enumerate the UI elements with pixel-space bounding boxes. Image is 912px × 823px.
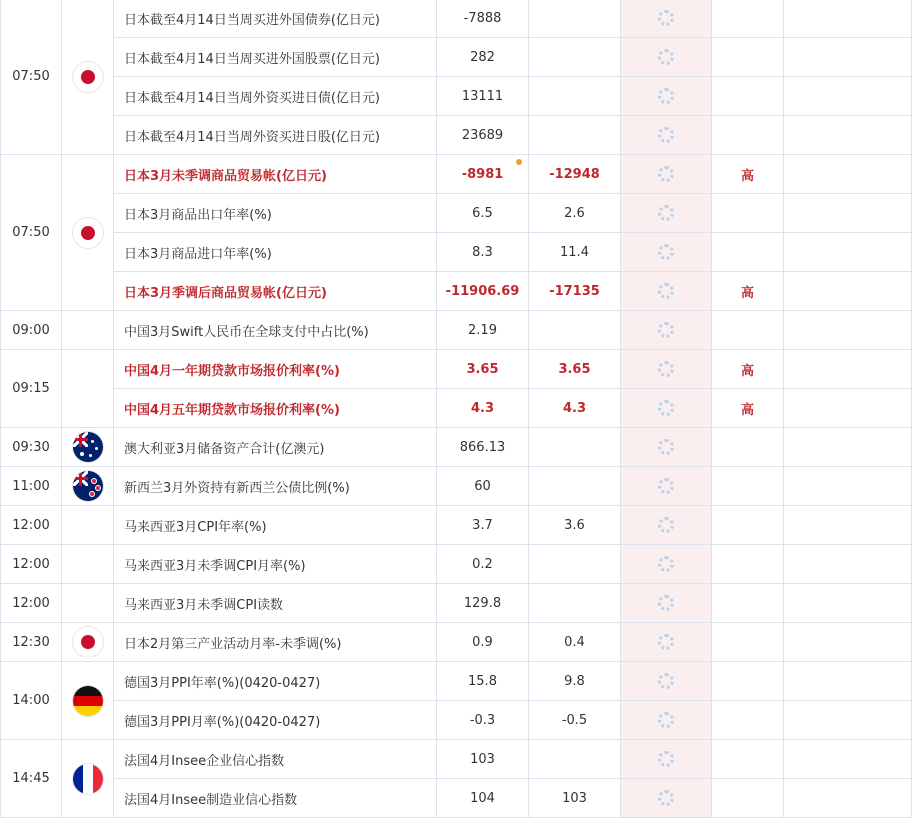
extra-cell: [784, 350, 912, 389]
loading-spinner-icon: [658, 751, 674, 767]
indicator-name[interactable]: 马来西亚3月未季调CPI月率(%): [114, 545, 437, 584]
previous-value: [437, 428, 529, 467]
previous-value-text: 2.19: [468, 322, 497, 338]
previous-value-text: 104: [470, 790, 495, 806]
previous-value-text: 4.3: [470, 400, 495, 416]
previous-value: [437, 584, 529, 623]
forecast-value: [529, 428, 621, 467]
importance-level: [712, 311, 784, 350]
previous-value-text: -8981: [461, 166, 504, 182]
loading-spinner-icon: [658, 361, 674, 377]
previous-value: [437, 194, 529, 233]
importance-level: [712, 0, 784, 38]
extra-cell: [784, 428, 912, 467]
germany-flag-icon: [73, 686, 103, 716]
indicator-name[interactable]: 法国4月Insee制造业信心指数: [114, 779, 437, 818]
table-row[interactable]: [1, 545, 912, 584]
actual-value-cell: [621, 467, 712, 506]
table-row[interactable]: [1, 155, 912, 194]
table-row[interactable]: [1, 350, 912, 389]
loading-spinner-icon: [658, 49, 674, 65]
importance-level: [712, 779, 784, 818]
new-zealand-flag-icon: [73, 471, 103, 501]
importance-level: [712, 77, 784, 116]
indicator-name[interactable]: 新西兰3月外资持有新西兰公债比例(%): [114, 467, 437, 506]
previous-value-text: 23689: [461, 127, 504, 143]
table-row[interactable]: [1, 584, 912, 623]
actual-value-cell: [621, 662, 712, 701]
importance-level: [712, 740, 784, 779]
country-flag-cell: [62, 0, 114, 155]
actual-value-cell: [621, 623, 712, 662]
japan-flag-icon: [73, 62, 103, 92]
importance-level: 高: [712, 272, 784, 311]
previous-value: [437, 467, 529, 506]
previous-value-text: 0.2: [472, 556, 493, 572]
previous-value: [437, 155, 529, 194]
release-time: 12:00: [1, 545, 62, 584]
previous-value: [437, 0, 529, 38]
forecast-value: -0.5: [529, 701, 621, 740]
actual-value-cell: [621, 233, 712, 272]
loading-spinner-icon: [658, 205, 674, 221]
previous-value: [437, 701, 529, 740]
importance-level: [712, 545, 784, 584]
release-time: 09:15: [1, 350, 62, 428]
previous-value-text: -0.3: [469, 712, 496, 728]
forecast-value: -17135: [529, 272, 621, 311]
forecast-value: [529, 311, 621, 350]
loading-spinner-icon: [658, 673, 674, 689]
actual-value-cell: [621, 428, 712, 467]
previous-value: [437, 233, 529, 272]
release-time: 09:00: [1, 311, 62, 350]
extra-cell: [784, 467, 912, 506]
extra-cell: [784, 272, 912, 311]
loading-spinner-icon: [658, 517, 674, 533]
country-flag-cell: [62, 311, 114, 350]
previous-value-text: 866.13: [459, 439, 506, 455]
release-time: 07:50: [1, 0, 62, 155]
previous-value-text: 3.7: [472, 517, 493, 533]
indicator-name[interactable]: 日本截至4月14日当周外资买进日债(亿日元): [114, 77, 437, 116]
previous-value: [437, 779, 529, 818]
actual-value-cell: [621, 311, 712, 350]
table-row[interactable]: [1, 428, 912, 467]
actual-value-cell: [621, 701, 712, 740]
release-time: 14:45: [1, 740, 62, 818]
extra-cell: [784, 740, 912, 779]
table-row[interactable]: [1, 779, 912, 818]
forecast-value: [529, 467, 621, 506]
country-flag-cell: [62, 506, 114, 545]
table-row[interactable]: [1, 233, 912, 272]
indicator-name[interactable]: 马来西亚3月CPI年率(%): [114, 506, 437, 545]
country-flag-cell: [62, 350, 114, 428]
actual-value-cell: [621, 389, 712, 428]
indicator-name[interactable]: 日本3月季调后商品贸易帐(亿日元): [114, 272, 437, 311]
forecast-value: [529, 584, 621, 623]
loading-spinner-icon: [658, 322, 674, 338]
previous-value-text: 60: [474, 478, 491, 494]
actual-value-cell: [621, 506, 712, 545]
extra-cell: [784, 155, 912, 194]
previous-value-text: -7888: [463, 10, 502, 26]
actual-value-cell: [621, 350, 712, 389]
extra-cell: [784, 194, 912, 233]
previous-value: [437, 389, 529, 428]
table-row[interactable]: [1, 311, 912, 350]
actual-value-cell: [621, 779, 712, 818]
loading-spinner-icon: [658, 400, 674, 416]
indicator-name[interactable]: 中国4月一年期贷款市场报价利率(%): [114, 350, 437, 389]
extra-cell: [784, 77, 912, 116]
indicator-name[interactable]: 中国3月Swift人民币在全球支付中占比(%): [114, 311, 437, 350]
table-row[interactable]: [1, 0, 912, 38]
loading-spinner-icon: [658, 634, 674, 650]
actual-value-cell: [621, 0, 712, 38]
importance-level: [712, 584, 784, 623]
country-flag-cell: [62, 623, 114, 662]
extra-cell: [784, 584, 912, 623]
loading-spinner-icon: [658, 283, 674, 299]
france-flag-icon: [73, 764, 103, 794]
previous-value-text: 13111: [461, 88, 504, 104]
country-flag-cell: [62, 662, 114, 740]
loading-spinner-icon: [658, 166, 674, 182]
indicator-name[interactable]: 日本3月未季调商品贸易帐(亿日元): [114, 155, 437, 194]
loading-spinner-icon: [658, 439, 674, 455]
loading-spinner-icon: [658, 244, 674, 260]
actual-value-cell: [621, 38, 712, 77]
indicator-name[interactable]: 日本截至4月14日当周买进外国股票(亿日元): [114, 38, 437, 77]
forecast-value: 3.65: [529, 350, 621, 389]
table-row[interactable]: [1, 38, 912, 77]
extra-cell: [784, 389, 912, 428]
importance-level: [712, 38, 784, 77]
forecast-value: [529, 77, 621, 116]
loading-spinner-icon: [658, 10, 674, 26]
table-row[interactable]: [1, 506, 912, 545]
loading-spinner-icon: [658, 478, 674, 494]
actual-value-cell: [621, 194, 712, 233]
release-time: 12:30: [1, 623, 62, 662]
actual-value-cell: [621, 116, 712, 155]
table-row[interactable]: [1, 467, 912, 506]
actual-value-cell: [621, 77, 712, 116]
actual-value-cell: [621, 584, 712, 623]
loading-spinner-icon: [658, 88, 674, 104]
previous-value-text: 129.8: [463, 595, 502, 611]
importance-level: 高: [712, 155, 784, 194]
forecast-value: [529, 116, 621, 155]
extra-cell: [784, 38, 912, 77]
table-row[interactable]: [1, 272, 912, 311]
forecast-value: [529, 740, 621, 779]
forecast-value: 2.6: [529, 194, 621, 233]
importance-level: [712, 467, 784, 506]
importance-level: [712, 662, 784, 701]
loading-spinner-icon: [658, 712, 674, 728]
importance-level: [712, 701, 784, 740]
country-flag-cell: [62, 428, 114, 467]
forecast-value: 11.4: [529, 233, 621, 272]
previous-value: [437, 623, 529, 662]
release-time: 11:00: [1, 467, 62, 506]
table-row[interactable]: [1, 662, 912, 701]
previous-value-text: 282: [470, 49, 495, 65]
previous-value: [437, 506, 529, 545]
extra-cell: [784, 116, 912, 155]
forecast-value: [529, 0, 621, 38]
importance-level: 高: [712, 389, 784, 428]
importance-level: [712, 233, 784, 272]
update-dot-icon: [516, 159, 522, 165]
importance-level: 高: [712, 350, 784, 389]
country-flag-cell: [62, 545, 114, 584]
importance-level: [712, 194, 784, 233]
previous-value: [437, 311, 529, 350]
extra-cell: [784, 0, 912, 38]
previous-value: [437, 38, 529, 77]
loading-spinner-icon: [658, 595, 674, 611]
importance-level: [712, 623, 784, 662]
extra-cell: [784, 701, 912, 740]
previous-value-text: 8.3: [472, 244, 493, 260]
indicator-name[interactable]: 日本3月商品出口年率(%): [114, 194, 437, 233]
country-flag-cell: [62, 740, 114, 818]
importance-level: [712, 116, 784, 155]
previous-value: [437, 116, 529, 155]
table-row[interactable]: [1, 77, 912, 116]
table-row[interactable]: [1, 389, 912, 428]
previous-value-text: 15.8: [468, 673, 497, 689]
extra-cell: [784, 311, 912, 350]
previous-value: [437, 740, 529, 779]
release-time: 12:00: [1, 584, 62, 623]
actual-value-cell: [621, 272, 712, 311]
indicator-name[interactable]: 日本截至4月14日当周买进外国债券(亿日元): [114, 0, 437, 38]
previous-value: [437, 77, 529, 116]
forecast-value: -12948: [529, 155, 621, 194]
indicator-name[interactable]: 日本2月第三产业活动月率-未季调(%): [114, 623, 437, 662]
release-time: 12:00: [1, 506, 62, 545]
importance-level: [712, 428, 784, 467]
forecast-value: [529, 545, 621, 584]
actual-value-cell: [621, 155, 712, 194]
extra-cell: [784, 233, 912, 272]
forecast-value: 3.6: [529, 506, 621, 545]
table-row[interactable]: [1, 740, 912, 779]
previous-value: [437, 545, 529, 584]
country-flag-cell: [62, 155, 114, 311]
indicator-name[interactable]: 日本3月商品进口年率(%): [114, 233, 437, 272]
extra-cell: [784, 506, 912, 545]
previous-value-text: 0.9: [472, 634, 493, 650]
previous-value-text: 3.65: [466, 361, 499, 377]
forecast-value: 4.3: [529, 389, 621, 428]
previous-value: [437, 272, 529, 311]
release-time: 07:50: [1, 155, 62, 311]
calendar-body: [1, 0, 912, 818]
indicator-name[interactable]: 德国3月PPI月率(%)(0420-0427): [114, 701, 437, 740]
extra-cell: [784, 779, 912, 818]
previous-value: [437, 350, 529, 389]
importance-level: [712, 506, 784, 545]
previous-value: [437, 662, 529, 701]
loading-spinner-icon: [658, 127, 674, 143]
indicator-name[interactable]: 中国4月五年期贷款市场报价利率(%): [114, 389, 437, 428]
extra-cell: [784, 545, 912, 584]
country-flag-cell: [62, 467, 114, 506]
japan-flag-icon: [73, 627, 103, 657]
release-time: 09:30: [1, 428, 62, 467]
australia-flag-icon: [73, 432, 103, 462]
actual-value-cell: [621, 545, 712, 584]
previous-value-text: -11906.69: [445, 283, 520, 299]
indicator-name[interactable]: 法国4月Insee企业信心指数: [114, 740, 437, 779]
indicator-name[interactable]: 马来西亚3月未季调CPI读数: [114, 584, 437, 623]
extra-cell: [784, 623, 912, 662]
forecast-value: 103: [529, 779, 621, 818]
table-row[interactable]: [1, 701, 912, 740]
forecast-value: 9.8: [529, 662, 621, 701]
loading-spinner-icon: [658, 790, 674, 806]
previous-value-text: 103: [470, 751, 495, 767]
indicator-name[interactable]: 德国3月PPI年率(%)(0420-0427): [114, 662, 437, 701]
japan-flag-icon: [73, 218, 103, 248]
country-flag-cell: [62, 584, 114, 623]
indicator-name[interactable]: 日本截至4月14日当周外资买进日股(亿日元): [114, 116, 437, 155]
release-time: 14:00: [1, 662, 62, 740]
indicator-name[interactable]: 澳大利亚3月储备资产合计(亿澳元): [114, 428, 437, 467]
forecast-value: 0.4: [529, 623, 621, 662]
actual-value-cell: [621, 740, 712, 779]
loading-spinner-icon: [658, 556, 674, 572]
table-row[interactable]: [1, 623, 912, 662]
previous-value-text: 6.5: [472, 205, 493, 221]
forecast-value: [529, 38, 621, 77]
table-row[interactable]: [1, 194, 912, 233]
table-row[interactable]: [1, 116, 912, 155]
extra-cell: [784, 662, 912, 701]
